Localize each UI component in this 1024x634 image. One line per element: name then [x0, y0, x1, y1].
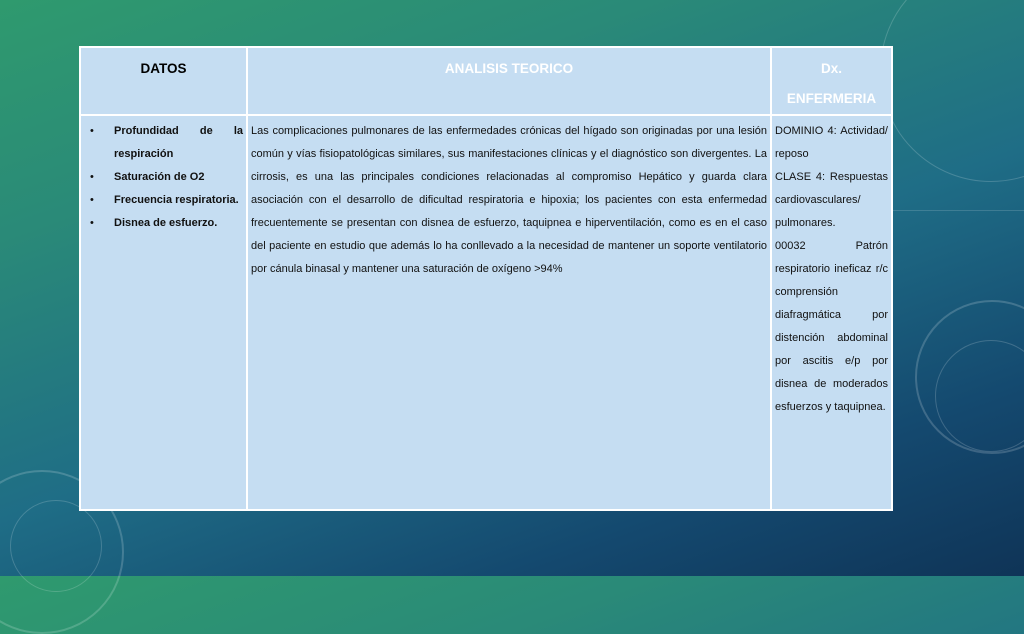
dx-dominio-text: DOMINIO 4: Actividad/ reposo [775, 125, 888, 160]
datos-cell [80, 115, 247, 510]
decorative-circle [880, 0, 1024, 182]
nursing-analysis-table [79, 46, 893, 511]
header-dx-enfermeria: Dx. ENFERMERIA [771, 47, 892, 115]
list-item: • Frecuencia respiratoria. [84, 189, 243, 212]
table-header-row [80, 47, 892, 115]
decorative-line [890, 210, 1024, 211]
header-analisis-teorico: ANALISIS TEORICO [247, 47, 771, 115]
datos-list [84, 120, 243, 235]
analisis-teorico-cell: Las complicaciones pulmonares de las enfermedades crónicas del hígado son originadas por una lesión común y vías fisiopatológicas similares, sus manifestaciones clínicas y el diagnóstico son divergentes. La cirrosis, es una las principales condiciones relacionadas al compromiso Hepático y guarda clara asociación con el desarrollo de dificultad respiratoria e hipoxia; los pacientes con esta enfermedad frecuentemente se presentan con disnea de esfuerzo, taquipnea e hiperventilación, como es en el caso del paciente en estudio que además lo ha conllevado a la necesidad de mantener un soporte ventilatorio por cánula binasal y mantener una saturación de oxígeno >94% [247, 115, 771, 510]
dx-diagnosis-text: 00032 Patrón respiratorio ineficaz r/c comprensión diafragmática por distención abdominal por ascitis e/p por disnea de moderados esfuerzos y taquipnea. [775, 240, 888, 413]
table-body-row [80, 115, 892, 510]
decorative-circle [10, 500, 102, 592]
list-item: • Disnea de esfuerzo. [84, 212, 243, 235]
header-datos: DATOS [80, 47, 247, 115]
decorative-circle [935, 340, 1024, 452]
dx-enfermeria-cell [771, 115, 892, 510]
decorative-circle [915, 300, 1024, 454]
list-item: • Profundidad de la respiración [84, 120, 243, 166]
list-item: • Saturación de O2 [84, 166, 243, 189]
dx-clase-text: CLASE 4: Respuestas cardiovasculares/ pulmonares. [775, 171, 888, 229]
